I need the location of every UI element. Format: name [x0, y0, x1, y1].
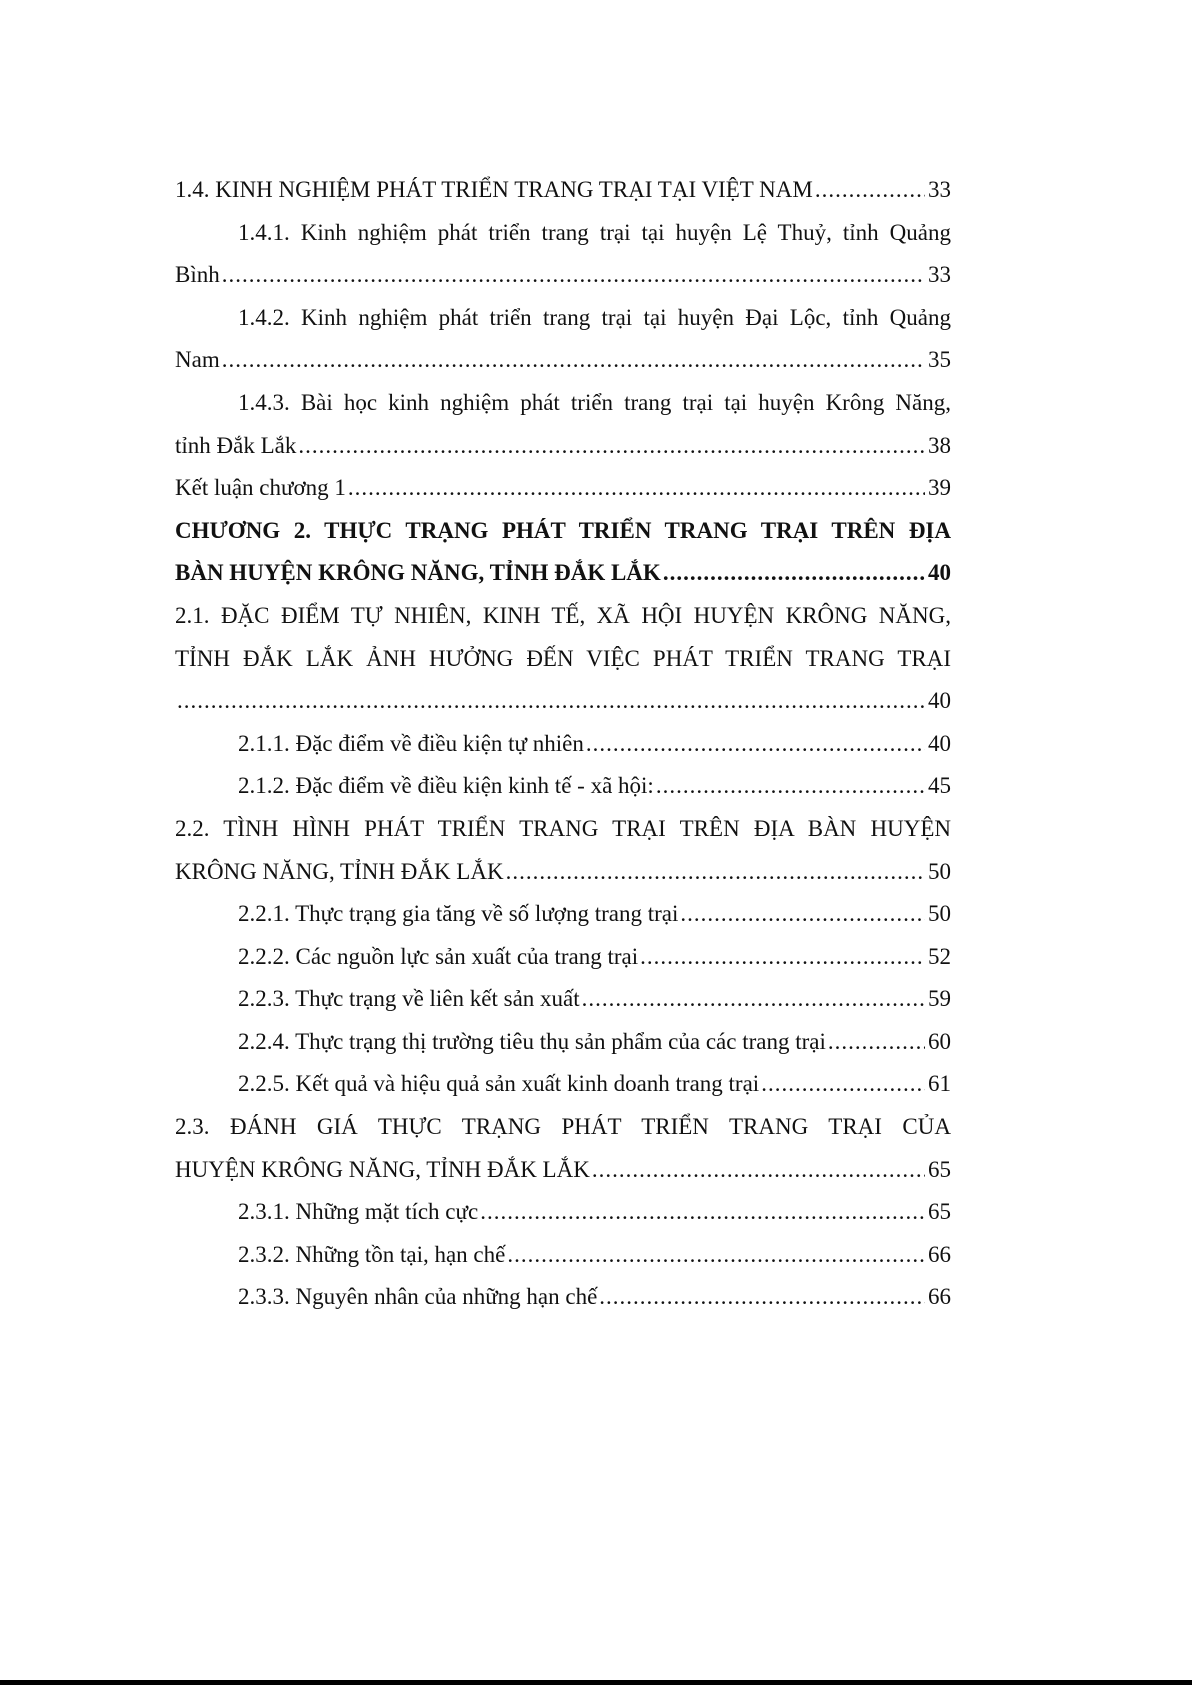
toc-entry-2-2-2 — [175, 936, 951, 979]
toc-entry-page: 65 — [928, 1156, 951, 1182]
toc-entry-2-2-4 — [175, 1021, 951, 1064]
dot-leader — [640, 936, 925, 979]
toc-entry-title: 1.4.1. Kinh nghiệm phát triển trang trại tại huyện Lệ Thuỷ, tỉnh Quảng — [238, 219, 951, 245]
toc-entry-2-2-3 — [175, 978, 951, 1021]
toc-entry-2-3-cont — [175, 1149, 951, 1192]
toc-entry-page: 33 — [928, 262, 951, 288]
toc-entry-page: 65 — [928, 1199, 951, 1225]
toc-entry-2-1 — [175, 595, 951, 638]
toc-entry-chapter-2-cont — [175, 552, 951, 595]
toc-entry-title-cont: Nam — [175, 347, 220, 373]
toc-entry-title: 1.4. KINH NGHIỆM PHÁT TRIỂN TRANG TRẠI TẠI VIỆT NAM — [175, 177, 813, 202]
dot-leader — [586, 723, 925, 766]
dot-leader — [761, 1063, 925, 1106]
toc-entry-title: Kết luận chương 1 — [175, 475, 346, 501]
toc-entry-page: 45 — [928, 773, 951, 799]
toc-entry-title: 2.1.2. Đặc điểm về điều kiện kinh tế - xã hội: — [238, 773, 654, 799]
dot-leader — [656, 765, 925, 808]
toc-entry-2-1-1 — [175, 723, 951, 766]
toc-entry-1-4-2-cont — [175, 339, 951, 382]
toc-entry-title: 2.2. TÌNH HÌNH PHÁT TRIỂN TRANG TRẠI TRÊN ĐỊA BÀN HUYỆN — [175, 815, 951, 841]
toc-entry-title-cont: KRÔNG NĂNG, TỈNH ĐẮK LẮK — [175, 858, 504, 884]
dot-leader — [599, 1276, 925, 1319]
dot-leader — [828, 1021, 925, 1064]
toc-entry-chapter-2 — [175, 510, 951, 553]
toc-entry-page: 60 — [928, 1028, 951, 1054]
toc-entry-page: 59 — [928, 986, 951, 1012]
toc-entry-title: 2.2.5. Kết quả và hiệu quả sản xuất kinh doanh trang trại — [238, 1071, 760, 1097]
toc-entry-page: 40 — [928, 688, 951, 714]
toc-entry-title: 2.2.3. Thực trạng về liên kết sản xuất — [238, 986, 580, 1012]
toc-entry-page: 33 — [928, 177, 951, 202]
toc-entry-page: 52 — [928, 943, 951, 969]
toc-entry-page: 35 — [928, 347, 951, 373]
dot-leader — [592, 1149, 925, 1192]
toc-entry-title: 1.4.3. Bài học kinh nghiệm phát triển trang trại tại huyện Krông Năng, — [238, 389, 951, 415]
dot-leader — [506, 851, 925, 894]
toc-entry-page: 66 — [928, 1284, 951, 1310]
toc-entry-title: 2.3.3. Nguyên nhân của những hạn chế — [238, 1284, 598, 1310]
toc-entry-page: 50 — [928, 901, 951, 927]
toc-entry-1-4-1-cont — [175, 254, 951, 297]
toc-entry-1-4-2 — [175, 297, 951, 340]
toc-entry-2-1-leader — [175, 680, 951, 723]
dot-leader — [582, 978, 925, 1021]
toc-entry-title: 2.3. ĐÁNH GIÁ THỰC TRẠNG PHÁT TRIỂN TRANG TRẠI CỦA — [175, 1114, 951, 1140]
toc-entry-2-3 — [175, 1106, 951, 1149]
toc-entry-title: 2.2.2. Các nguồn lực sản xuất của trang trại — [238, 943, 639, 969]
dot-leader — [222, 339, 925, 382]
toc-entry-2-3-3 — [175, 1276, 951, 1319]
dot-leader — [663, 552, 925, 595]
toc-entry-title: CHƯƠNG 2. THỰC TRẠNG PHÁT TRIỂN TRANG TRẠI TRÊN ĐỊA — [175, 517, 951, 543]
toc-entry-2-1-2 — [175, 765, 951, 808]
toc-entry-page: 66 — [928, 1241, 951, 1267]
dot-leader — [815, 169, 925, 212]
toc-entry-2-2-cont — [175, 851, 951, 894]
toc-entry-page: 61 — [928, 1071, 951, 1097]
toc-entry-page: 40 — [928, 560, 951, 586]
toc-entry-1-4-1 — [175, 212, 951, 255]
toc-entry-title: 1.4.2. Kinh nghiệm phát triển trang trại tại huyện Đại Lộc, tỉnh Quảng — [238, 304, 951, 330]
toc-entry-2-2-1 — [175, 893, 951, 936]
toc-entry-title: 2.2.1. Thực trạng gia tăng về số lượng trang trại — [238, 901, 679, 927]
page-bottom-border — [0, 1680, 1192, 1685]
toc-entry-page: 38 — [928, 432, 951, 458]
table-of-contents — [175, 169, 951, 1319]
toc-entry-1-4-3-cont — [175, 425, 951, 468]
toc-entry-title: 2.2.4. Thực trạng thị trường tiêu thụ sản phẩm của các trang trại — [238, 1028, 826, 1054]
dot-leader — [507, 1234, 925, 1277]
toc-entry-title: 2.1. ĐẶC ĐIỂM TỰ NHIÊN, KINH TẾ, XÃ HỘI HUYỆN KRÔNG NĂNG, — [175, 602, 951, 628]
toc-entry-title-cont: Bình — [175, 262, 220, 288]
dot-leader — [680, 893, 925, 936]
dot-leader — [348, 467, 925, 510]
toc-entry-title-cont: tỉnh Đắk Lắk — [175, 432, 297, 458]
toc-entry-2-3-2 — [175, 1234, 951, 1277]
toc-entry-title: 2.3.1. Những mặt tích cực — [238, 1199, 479, 1225]
toc-entry-page: 39 — [928, 475, 951, 501]
dot-leader — [298, 425, 925, 468]
toc-entry-2-3-1 — [175, 1191, 951, 1234]
dot-leader — [177, 680, 925, 723]
toc-entry-title-line2: TỈNH ĐẮK LẮK ẢNH HƯỞNG ĐẾN VIỆC PHÁT TRIỂN TRANG TRẠI — [175, 645, 951, 671]
toc-entry-title-cont: HUYỆN KRÔNG NĂNG, TỈNH ĐẮK LẮK — [175, 1156, 590, 1182]
toc-entry-1-4 — [175, 169, 951, 212]
toc-entry-2-1-line2 — [175, 638, 951, 681]
dot-leader — [480, 1191, 925, 1234]
toc-entry-page: 40 — [928, 730, 951, 756]
toc-entry-2-2 — [175, 808, 951, 851]
dot-leader — [222, 254, 925, 297]
toc-entry-title-cont: BÀN HUYỆN KRÔNG NĂNG, TỈNH ĐẮK LẮK — [175, 560, 661, 586]
toc-entry-1-4-3 — [175, 382, 951, 425]
toc-entry-conclusion-1 — [175, 467, 951, 510]
toc-entry-2-2-5 — [175, 1063, 951, 1106]
toc-entry-title: 2.3.2. Những tồn tại, hạn chế — [238, 1241, 506, 1267]
toc-entry-title: 2.1.1. Đặc điểm về điều kiện tự nhiên — [238, 730, 584, 756]
toc-entry-page: 50 — [928, 858, 951, 884]
